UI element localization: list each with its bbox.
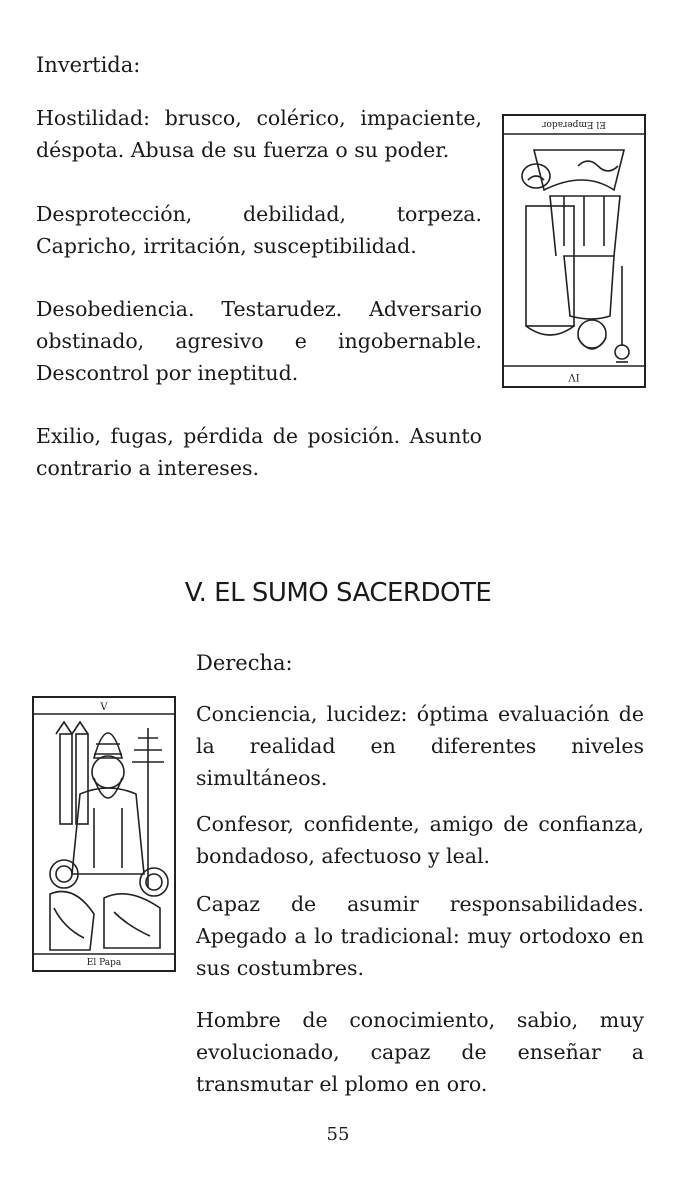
papa-top-label: V (100, 702, 108, 713)
papa-bottom-label: El Papa (86, 958, 122, 968)
invertida-paragraph-3: Desobediencia. Testarudez. Adversario obstinado, agresivo e ingobernable. Descontrol por ineptitud. (36, 297, 482, 385)
derecha-heading: Derecha: (196, 651, 293, 675)
invertida-paragraph-1: Hostilidad: brusco, colérico, impaciente, déspota. Abusa de su fuerza o su poder. (36, 106, 482, 162)
emperor-bottom-label: IV (568, 371, 580, 382)
emperor-card-image (502, 114, 646, 388)
invertida-heading: Invertida: (36, 53, 141, 77)
derecha-paragraph-2: Confesor, confidente, amigo de confianza, bondadoso, afectuoso y leal. (196, 812, 644, 868)
papa-card-image (32, 696, 176, 972)
derecha-paragraph-1: Conciencia, lucidez: óptima evaluación de la realidad en diferentes niveles simultáneos. (196, 702, 644, 790)
invertida-paragraph-2: Desprotección, debilidad, torpeza. Capricho, irritación, susceptibilidad. (36, 202, 482, 258)
derecha-paragraph-3: Capaz de asumir responsabilidades. Apegado a lo tradicional: muy ortodoxo en sus costumbres. (196, 892, 644, 980)
page-number: 55 (326, 1124, 350, 1145)
emperor-top-label: El Emperador (542, 119, 606, 129)
invertida-paragraph-4: Exilio, fugas, pérdida de posición. Asunto contrario a intereses. (36, 424, 482, 480)
papa-illustration (34, 698, 174, 970)
section-title: V. EL SUMO SACERDOTE (184, 578, 492, 608)
emperor-illustration (504, 116, 644, 386)
derecha-paragraph-4: Hombre de conocimiento, sabio, muy evolucionado, capaz de enseñar a transmutar el plomo en oro. (196, 1008, 644, 1096)
